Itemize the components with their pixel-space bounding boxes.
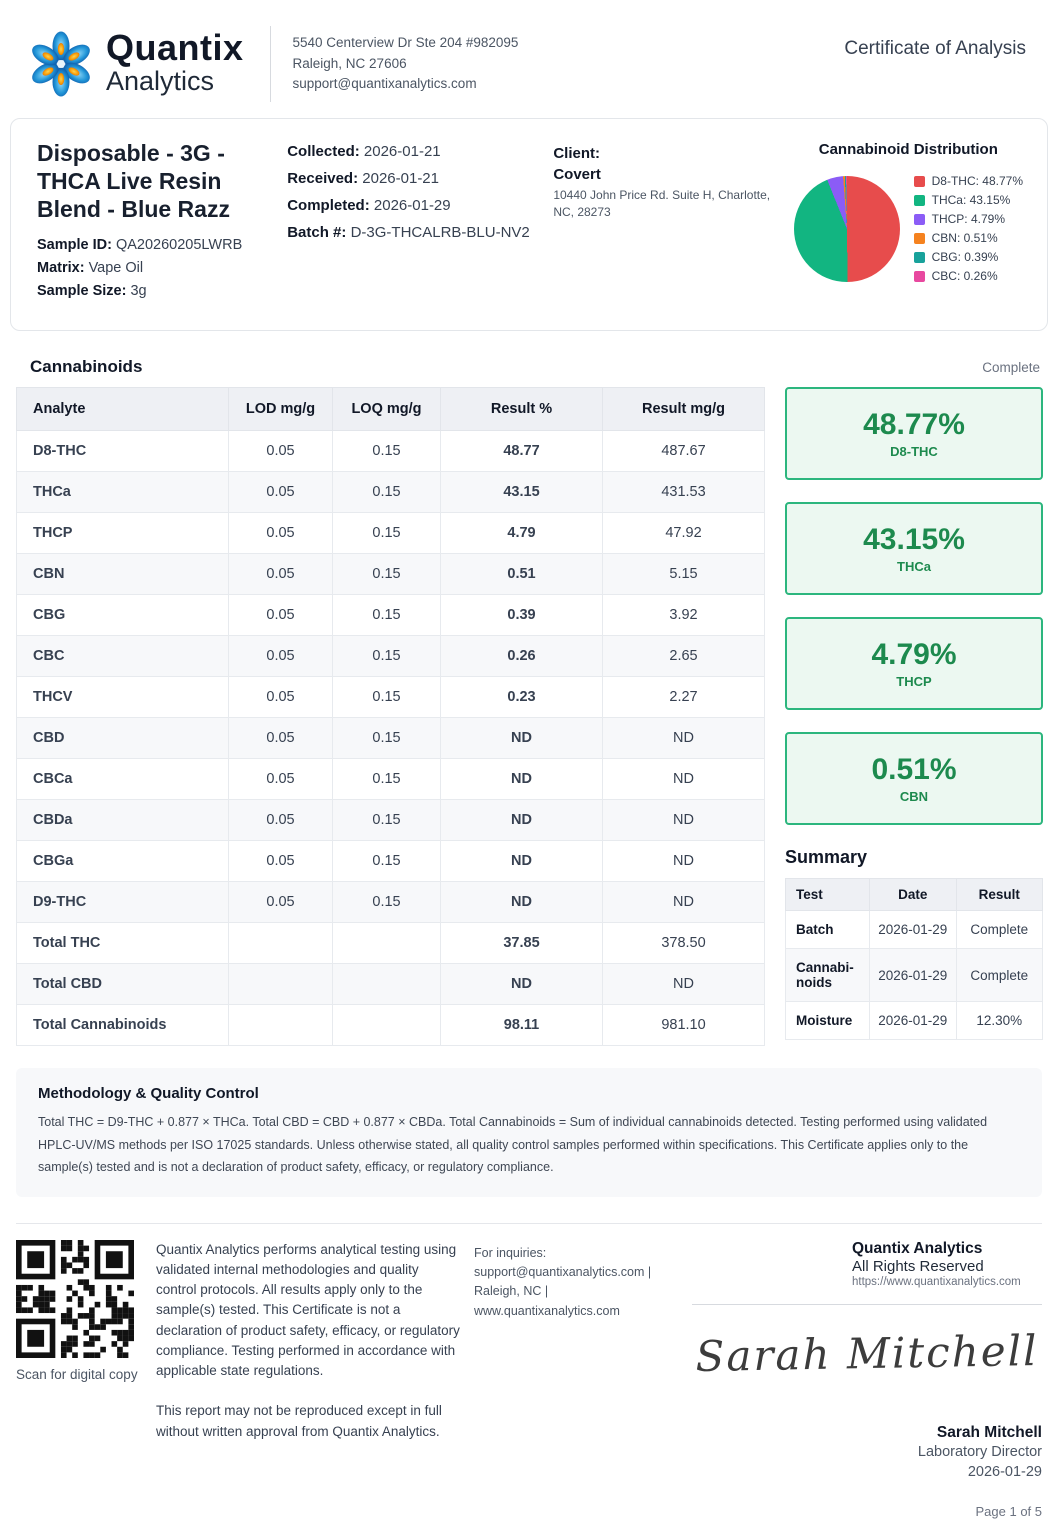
signature-script: Sarah Mitchell [695,1325,1039,1381]
brand-name: Quantix [106,27,244,69]
qr-block [16,1240,156,1519]
methodology-section [16,1068,1042,1197]
client-column [553,139,793,306]
field-value: 2026-01-21 [363,143,441,160]
qr-code [16,1240,134,1358]
client-label: Client: [553,145,600,162]
field-row [37,283,287,299]
stat-box [785,617,1043,710]
table-cell: 0.15 [333,882,441,923]
table-row [17,636,765,677]
chart-column [794,139,1023,306]
table-cell: ND [441,718,603,759]
summary-title: Summary [785,847,868,868]
table-cell: 47.92 [603,513,765,554]
stat-label: D8-THC [890,444,938,460]
table-cell: ND [603,718,765,759]
field-label: Sample Size: [37,283,127,300]
table-row [17,964,765,1005]
stat-box [785,387,1043,480]
header [0,0,1058,112]
table-cell: 4.79 [441,513,603,554]
field-row [37,260,287,276]
table-row [17,677,765,718]
legend-item [914,231,1023,245]
table-cell: 0.15 [333,636,441,677]
table-cell: 12.30% [956,1002,1043,1040]
main-row [16,387,1040,1046]
table-cell: ND [603,759,765,800]
table-cell: CBD [17,718,229,759]
page-number: Page 1 of 5 [975,1504,1042,1519]
table-cell [229,923,333,964]
product-title: Disposable - 3G - THCA Live Resin Blend - Blue Razz [37,140,230,223]
legend-label: D8-THC: 48.77% [931,174,1023,188]
table-cell: THCP [17,513,229,554]
signer-role: Laboratory Director [917,1443,1042,1460]
stat-box [785,732,1043,825]
table-row [17,841,765,882]
methodology-title: Methodology & Quality Control [38,1085,259,1103]
table-cell: Batch [786,911,870,949]
table-cell: 3.92 [603,595,765,636]
column-header: Result mg/g [603,388,765,431]
table-cell: CBC [17,636,229,677]
field-value: Vape Oil [88,260,144,277]
legend-item [914,212,1023,226]
sample-info-card [10,118,1048,331]
footer-disclaimer [156,1240,474,1519]
table-cell: 0.15 [333,841,441,882]
column-header: LOQ mg/g [333,388,441,431]
field-label: Received: [287,170,359,187]
legend-item [914,193,1023,207]
field-label: Matrix: [37,260,85,277]
table-cell: 0.15 [333,513,441,554]
table-cell: 2026-01-29 [870,949,957,1002]
table-cell [333,923,441,964]
table-cell: Moisture [786,1002,870,1040]
table-cell: 0.05 [229,759,333,800]
table-cell: 0.05 [229,513,333,554]
table-row [17,1005,765,1046]
column-header: Date [870,879,957,911]
table-row [786,1002,1043,1040]
table-cell: CBDa [17,800,229,841]
table-cell: 0.05 [229,431,333,472]
table-cell: Total Cannabinoids [17,1005,229,1046]
table-cell: ND [441,841,603,882]
table-cell: 378.50 [603,923,765,964]
footer-right [692,1240,1042,1519]
legend-item [914,250,1023,264]
field-value: 3g [130,283,147,300]
field-row [287,224,553,241]
table-row [17,431,765,472]
table-cell: 2.65 [603,636,765,677]
product-column [37,139,287,306]
table-cell: 0.05 [229,882,333,923]
table-cell: 0.05 [229,595,333,636]
table-cell: 0.05 [229,554,333,595]
field-row [287,170,553,187]
field-label: Completed: [287,197,370,214]
table-row [17,513,765,554]
brand-subtitle: Analytics [106,66,215,97]
table-cell: ND [441,800,603,841]
table-cell: D9-THC [17,882,229,923]
table-cell: 0.15 [333,595,441,636]
table-cell: 0.15 [333,800,441,841]
lab-address [293,33,519,96]
table-row [17,759,765,800]
column-header: Result [956,879,1043,911]
lab-address-line: 5540 Centerview Dr Ste 204 #982095 [292,34,519,50]
table-row [17,923,765,964]
table-cell: 981.10 [603,1005,765,1046]
table-cell: 0.39 [441,595,603,636]
table-row [17,882,765,923]
stat-label: CBN [899,789,929,805]
summary-table-body [786,911,1043,1040]
table-cell: ND [603,841,765,882]
field-value: QA20260205LWRB [115,237,243,254]
field-value: 2026-01-21 [362,170,439,187]
table-cell: 0.05 [229,636,333,677]
signer-name: Sarah Mitchell [936,1423,1042,1441]
table-cell: D8-THC [17,431,229,472]
methodology-body: Total THC = D9-THC + 0.877 × THCa. Total CBD = CBD + 0.877 × CBDa. Total Cannabinoids = Sum of individual cannabinoids detected. Testing performed using validated HPLC-UV/MS methods per ISO 17025 standards. Unless otherwise stated, all quality control samples performed within specifications. This Certificate applies only to the sample(s) tested and is not a declaration of product safety, efficacy, or regulatory compliance. [38,1115,988,1175]
table-row [17,554,765,595]
field-row [37,237,287,253]
table-cell: ND [603,800,765,841]
legend-label: THCP: 4.79% [931,212,1005,226]
table-cell: 0.05 [229,841,333,882]
pie-chart [794,176,900,282]
legend-label: CBC: 0.26% [931,269,998,283]
cannabinoids-table-body [17,431,765,1046]
table-cell [229,964,333,1005]
table-cell: 0.15 [333,759,441,800]
brand [30,27,244,97]
table-row [17,472,765,513]
table-cell [333,964,441,1005]
legend-swatch-icon [914,214,925,225]
brand-text [106,27,244,97]
stat-value: 4.79% [871,637,957,671]
table-cell: Total THC [17,923,229,964]
table-cell: 0.05 [229,718,333,759]
table-cell: 48.77 [441,431,603,472]
table-cell: 0.05 [229,472,333,513]
legend-swatch-icon [914,252,925,263]
column-header: Test [786,879,870,911]
table-cell: 2026-01-29 [870,1002,957,1040]
legend-label: CBG: 0.39% [931,250,999,264]
legend-label: THCa: 43.15% [931,193,1011,207]
stat-value: 48.77% [863,407,965,441]
signer-date: 2026-01-29 [967,1463,1042,1480]
table-cell: 43.15 [441,472,603,513]
stat-label: THCP [896,674,932,690]
company-url: https://www.quantixanalytics.com [852,1275,1021,1288]
table-row [786,911,1043,949]
table-cell: CBN [17,554,229,595]
company-name: Quantix Analytics [852,1239,983,1257]
quantix-logo-flower-icon [30,33,92,95]
summary-table-header-row [786,879,1043,911]
table-cell: 0.15 [333,718,441,759]
legend-item [914,269,1023,283]
table-cell: 0.15 [333,472,441,513]
product-meta [37,237,287,299]
table-cell: 0.05 [229,677,333,718]
stat-value: 0.51% [871,752,957,786]
field-row [287,143,553,160]
summary-table [785,878,1043,1040]
table-cell: ND [603,882,765,923]
field-label: Collected: [287,143,360,160]
table-cell: 2.27 [603,677,765,718]
table-cell: 0.15 [333,554,441,595]
field-value: 2026-01-29 [373,197,451,214]
client-name: Covert [553,166,601,183]
table-cell: Complete [956,911,1043,949]
table-cell: 431.53 [603,472,765,513]
table-cell: 0.15 [333,677,441,718]
legend-swatch-icon [914,271,925,282]
lab-address-line: support@quantixanalytics.com [292,76,477,92]
signer-block [692,1424,1042,1483]
cannabinoids-section-head [30,357,1040,377]
table-cell: CBG [17,595,229,636]
lab-address-line: Raleigh, NC 27606 [292,55,407,71]
right-column [785,387,1043,1046]
legend-item [914,174,1023,188]
stat-box [785,502,1043,595]
header-divider [270,26,271,102]
legend-swatch-icon [914,195,925,206]
chart-area [794,168,1023,288]
footer [16,1223,1042,1519]
table-cell: ND [441,759,603,800]
cannabinoids-table [16,387,765,1046]
company-rights: All Rights Reserved [852,1257,984,1275]
table-cell [333,1005,441,1046]
footer-inquiries: For inquiries: support@quantixanalytics.com | Raleigh, NC | www.quantixanalytics.com [474,1245,652,1318]
table-cell: THCV [17,677,229,718]
column-header: Analyte [17,388,229,431]
chart-legend [914,168,1023,288]
footer-paragraph-2: This report may not be reproduced except in full without written approval from Quantix Analytics. [156,1403,442,1439]
field-label: Batch #: [287,224,347,241]
stat-label: THCa [897,559,931,575]
section-status: Complete [982,360,1040,376]
table-cell: 487.67 [603,431,765,472]
legend-label: CBN: 0.51% [931,231,998,245]
table-cell: 37.85 [441,923,603,964]
signature-divider [692,1304,1042,1305]
table-cell: 0.51 [441,554,603,595]
table-cell: 0.05 [229,800,333,841]
table-cell: 0.15 [333,431,441,472]
table-cell: THCa [17,472,229,513]
legend-swatch-icon [914,176,925,187]
stat-boxes [785,387,1043,825]
table-cell: ND [603,964,765,1005]
table-cell: 2026-01-29 [870,911,957,949]
field-row [287,197,553,214]
table-cell: CBGa [17,841,229,882]
table-cell: 5.15 [603,554,765,595]
field-label: Sample ID: [37,237,112,254]
table-cell: Total CBD [17,964,229,1005]
table-row [786,949,1043,1002]
table-cell: ND [441,964,603,1005]
document-title: Certificate of Analysis [844,38,1026,59]
cannabinoids-section-title: Cannabinoids [30,357,143,377]
table-cell: 0.23 [441,677,603,718]
footer-paragraph-1: Quantix Analytics performs analytical testing using validated internal methodologies and quality control protocols. All results apply only to the sample(s) tested. This Certificate is not a declaration of product safety, efficacy, or regulatory compliance. Testing performed in accordance with applicable state regulations. [156,1241,460,1379]
cannabinoids-table-header-row [17,388,765,431]
table-cell: Cannabinoids [786,949,870,1002]
field-value: D-3G-THCALRB-BLU-NV2 [350,224,530,241]
table-cell: ND [441,882,603,923]
dates-column [287,139,553,306]
table-row [17,800,765,841]
company-block [852,1240,1042,1288]
legend-swatch-icon [914,233,925,244]
table-cell: 0.26 [441,636,603,677]
table-cell: 98.11 [441,1005,603,1046]
column-header: LOD mg/g [229,388,333,431]
table-cell: CBCa [17,759,229,800]
column-header: Result % [441,388,603,431]
chart-title: Cannabinoid Distribution [818,141,998,158]
stat-value: 43.15% [863,522,965,556]
table-row [17,718,765,759]
client-address: 10440 John Price Rd. Suite H, Charlotte, NC, 28273 [553,188,771,220]
qr-caption: Scan for digital copy [16,1366,138,1382]
table-cell: Complete [956,949,1043,1002]
table-cell [229,1005,333,1046]
table-row [17,595,765,636]
